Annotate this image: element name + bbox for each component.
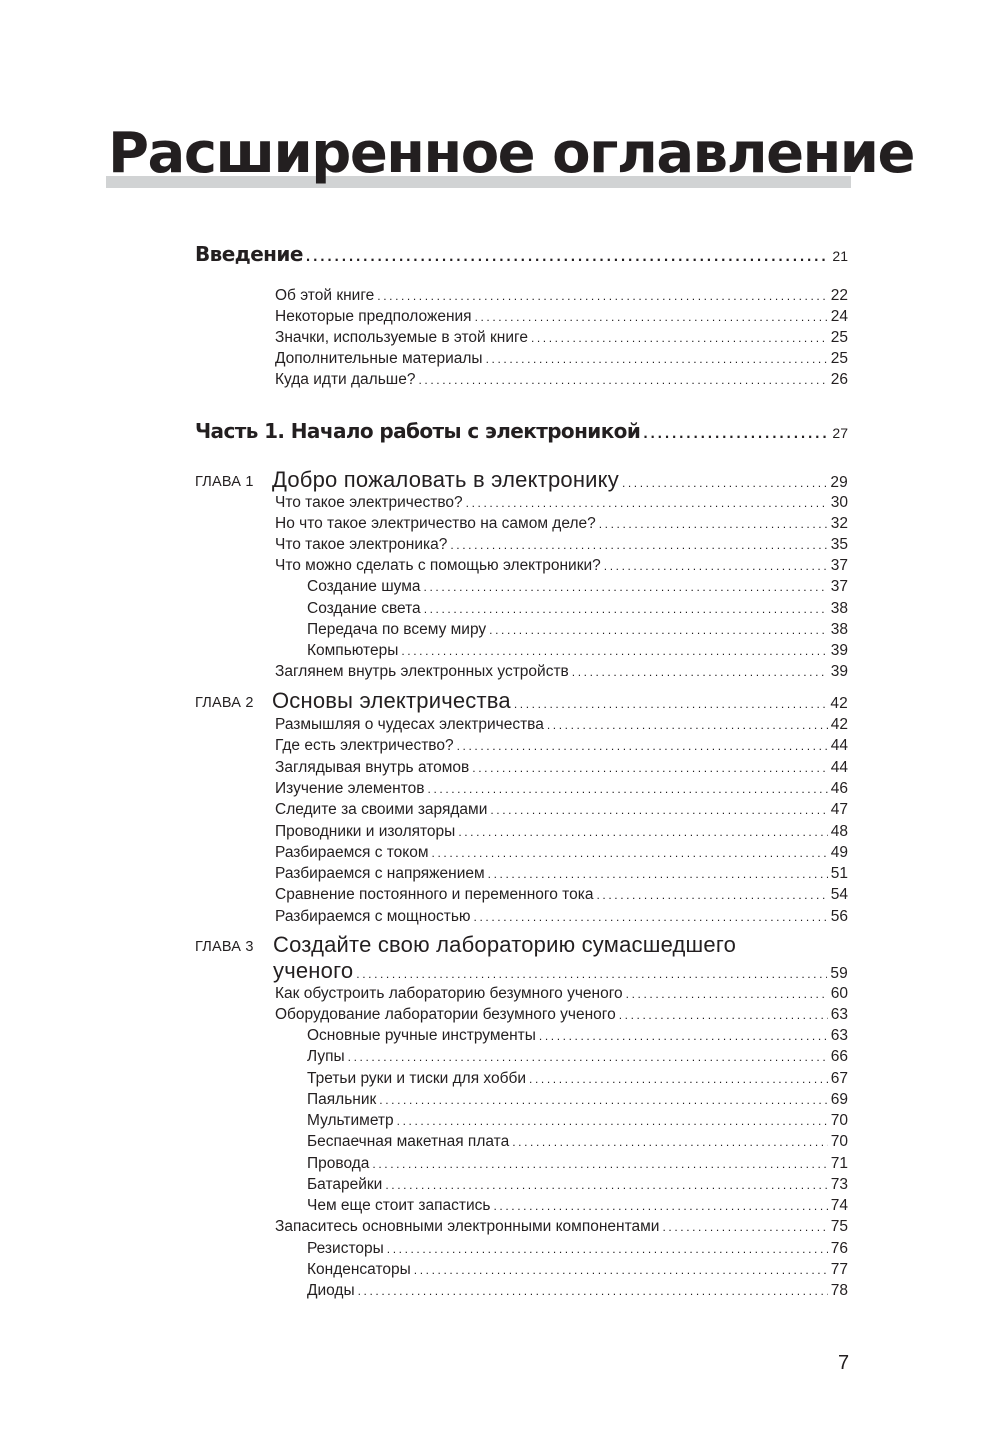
toc-entry[interactable] [275,983,848,1005]
toc-entry-page: 32 [830,515,848,532]
toc-entry-page: 42 [830,695,848,712]
toc-entry-label: Сравнение постоянного и переменного тока [275,886,594,903]
toc-entry-page: 38 [830,621,848,638]
page-number: 7 [838,1352,850,1374]
toc-entry-page: 76 [830,1240,848,1257]
toc-entry-page: 69 [830,1091,848,1108]
toc-entry-label: Изучение элементов [275,780,425,797]
toc-entry-label: Беспаечная макетная плата [307,1133,510,1150]
toc-entry-label: Введение [195,242,303,266]
leader-dots [490,800,827,821]
leader-dots [488,864,828,885]
leader-dots [486,349,828,370]
toc-entry-label: Значки, используемые в этой книге [275,329,528,346]
chapter-2-tag: ГЛАВА 2 [195,695,254,711]
leader-dots [489,620,828,641]
toc-entry-label: Компьютеры [307,642,399,659]
toc-subentry[interactable] [307,1174,848,1196]
toc-entry-label: Проводники и изоляторы [275,823,456,840]
toc-subentry[interactable] [307,1110,848,1132]
toc-subentry[interactable] [307,1238,848,1260]
toc-entry-page: 71 [830,1155,848,1172]
leader-dots [512,1132,828,1153]
leader-dots [428,779,828,800]
toc-subentry[interactable] [307,1025,848,1047]
toc-entry-page: 37 [830,578,848,595]
leader-dots [457,736,828,757]
toc-entry-label: Добро пожаловать в электронику [272,467,619,492]
toc-entry-page: 63 [830,1006,848,1023]
toc-entry-label: ученого [273,958,354,983]
toc-entry-page: 39 [830,663,848,680]
leader-dots [424,599,828,620]
toc-entry-label: Разбираемся с напряжением [275,865,485,882]
toc-entry-page: 25 [830,350,848,367]
toc-entry-label: Что такое электроника? [275,536,448,553]
toc-entry-label: Запаситесь основными электронными компонентами [275,1218,660,1235]
toc-entry[interactable] [275,1004,848,1026]
toc-entry-page: 37 [830,557,848,574]
toc-entry-page: 75 [830,1218,848,1235]
toc-entry-label: Создание шума [307,578,421,595]
toc-entry-page: 22 [830,287,848,304]
toc-entry-page: 51 [830,865,848,882]
leader-dots [379,1090,827,1111]
leader-dots [401,641,827,662]
toc-entry-label: Провода [307,1155,370,1172]
toc-entry-page: 46 [830,780,848,797]
toc-subentry[interactable] [307,1259,848,1281]
toc-entry-label: Мультиметр [307,1112,394,1129]
leader-dots [418,370,827,391]
leader-dots [358,1281,828,1302]
toc-entry[interactable] [275,778,848,800]
toc-entry[interactable] [275,799,848,821]
toc-entry-label: Размышляя о чудесах электричества [275,716,544,733]
leader-dots [377,286,827,307]
leader-dots [385,1175,827,1196]
toc-entry[interactable] [275,842,848,864]
toc-entry-page: 21 [832,248,848,264]
toc-entry-label: Заглянем внутрь электронных устройств [275,663,569,680]
toc-entry[interactable] [275,863,848,885]
leader-dots [475,307,828,328]
toc-entry[interactable] [275,534,848,556]
toc-entry-page: 67 [830,1070,848,1087]
leader-dots [348,1047,828,1068]
toc-entry-page: 30 [830,494,848,511]
toc-entry[interactable] [275,348,848,370]
toc-entry[interactable] [275,285,848,307]
toc-entry-label: Лупы [307,1048,345,1065]
toc-entry-label: Дополнительные материалы [275,350,483,367]
toc-entry-page: 26 [830,371,848,388]
chapter-3-tag: ГЛАВА 3 [195,939,254,955]
toc-entry-label: Часть 1. Начало работы с электроникой [195,419,641,443]
leader-dots [619,1005,828,1026]
toc-entry-label: Оборудование лаборатории безумного ученого [275,1006,616,1023]
toc-subentry[interactable] [307,598,848,620]
toc-entry-label: Диоды [307,1282,355,1299]
toc-entry[interactable] [275,327,848,349]
toc-subentry[interactable] [307,1046,848,1068]
toc-entry-label: Основные ручные инструменты [307,1027,536,1044]
toc-entry[interactable] [275,714,848,736]
leader-dots [626,984,828,1005]
toc-entry-page: 49 [830,844,848,861]
toc-entry[interactable] [275,884,848,906]
toc-entry[interactable] [275,661,848,683]
toc-entry-page: 60 [830,985,848,1002]
leader-dots [539,1026,828,1047]
leader-dots [458,822,827,843]
toc-entry-label: Создание света [307,600,421,617]
toc-entry-page: 47 [830,801,848,818]
toc-entry-label: Чем еще стоит запастись [307,1197,491,1214]
toc-entry-page: 29 [830,474,848,491]
toc-entry-label: Что такое электричество? [275,494,463,511]
toc-entry[interactable] [275,1216,848,1238]
leader-dots [643,421,829,447]
toc-subentry[interactable] [307,1131,848,1153]
leader-dots [604,556,828,577]
toc-entry-page: 73 [830,1176,848,1193]
toc-entry-label: Следите за своими зарядами [275,801,488,818]
toc-entry-page: 70 [830,1133,848,1150]
leader-dots [572,662,828,683]
toc-entry-page: 59 [830,965,848,982]
leader-dots [414,1260,828,1281]
toc-entry-page: 44 [830,759,848,776]
toc-subentry[interactable] [307,1195,848,1217]
toc-entry-part-1[interactable] [195,418,848,447]
toc-subentry[interactable] [307,640,848,662]
toc-entry[interactable] [275,555,848,577]
toc-entry-label: Разбираемся с током [275,844,429,861]
toc-entry[interactable] [275,821,848,843]
toc-entry-page: 74 [830,1197,848,1214]
leader-dots [662,1217,827,1238]
toc-entry-label: Как обустроить лабораторию безумного ученого [275,985,623,1002]
leader-dots [599,514,828,535]
toc-subentry[interactable] [307,1153,848,1175]
toc-entry[interactable] [275,906,848,928]
toc-entry[interactable] [275,735,848,757]
toc-entry-label: Разбираемся с мощностью [275,908,471,925]
toc-entry-label: Об этой книге [275,287,375,304]
toc-entry-page: 38 [830,600,848,617]
leader-dots [529,1069,828,1090]
leader-dots [472,758,827,779]
toc-entry-label: Где есть электричество? [275,737,454,754]
toc-entry-page: 44 [830,737,848,754]
toc-subentry[interactable] [307,1280,848,1302]
toc-entry-page: 66 [830,1048,848,1065]
leader-dots [474,907,828,928]
toc-entry-page: 27 [832,425,848,441]
toc-subentry[interactable] [307,619,848,641]
toc-entry-label: Конденсаторы [307,1261,411,1278]
toc-entry-page: 77 [830,1261,848,1278]
toc-entry[interactable] [275,513,848,535]
chapter-1-tag: ГЛАВА 1 [195,474,254,490]
leader-dots [387,1239,828,1260]
toc-subentry[interactable] [307,1089,848,1111]
toc-entry[interactable] [275,492,848,514]
title-block [106,118,915,190]
toc-entry-page: 63 [830,1027,848,1044]
leader-dots [424,577,828,598]
toc-entry-page: 25 [830,329,848,346]
toc-entry[interactable] [275,306,848,328]
leader-dots [397,1111,828,1132]
toc-subentry[interactable] [307,1068,848,1090]
toc-entry-page: 48 [830,823,848,840]
toc-entry-page: 42 [830,716,848,733]
toc-entry-page: 54 [830,886,848,903]
leader-dots [596,885,827,906]
toc-entry-page: 24 [830,308,848,325]
leader-dots [531,328,828,349]
toc-entry-page: 35 [830,536,848,553]
leader-dots [493,1196,827,1217]
toc-entry-chapter-2[interactable] [272,688,848,717]
toc-entry-page: 70 [830,1112,848,1129]
toc-entry-label: Куда идти дальше? [275,371,416,388]
toc-entry-label: Некоторые предположения [275,308,472,325]
toc-entry-label: Основы электричества [272,688,511,713]
toc-entry-page: 39 [830,642,848,659]
toc-entry-label: Что можно сделать с помощью электроники? [275,557,601,574]
toc-entry-label: Но что такое электричество на самом деле? [275,515,596,532]
toc-entry-label: Третьи руки и тиски для хобби [307,1070,527,1087]
leader-dots [306,244,830,270]
toc-entry-label: Заглядывая внутрь атомов [275,759,470,776]
toc-entry-page: 56 [830,908,848,925]
toc-entry-label: Резисторы [307,1240,384,1257]
leader-dots [466,493,828,514]
page-title: Расширенное оглавление [108,121,915,186]
chapter-3-title-line1[interactable]: Создайте свою лабораторию сумасшедшего [273,932,737,957]
toc-entry-label: Батарейки [307,1176,383,1193]
toc-entry-label: Паяльник [307,1091,377,1108]
leader-dots [432,843,828,864]
leader-dots [372,1154,827,1175]
toc-subentry[interactable] [307,576,848,598]
toc-entry[interactable] [275,757,848,779]
toc-entry[interactable] [275,369,848,391]
toc-entry-intro[interactable] [195,241,848,270]
leader-dots [450,535,827,556]
toc-entry-label: Передача по всему миру [307,621,487,638]
leader-dots [547,715,828,736]
toc-entry-page: 78 [830,1282,848,1299]
